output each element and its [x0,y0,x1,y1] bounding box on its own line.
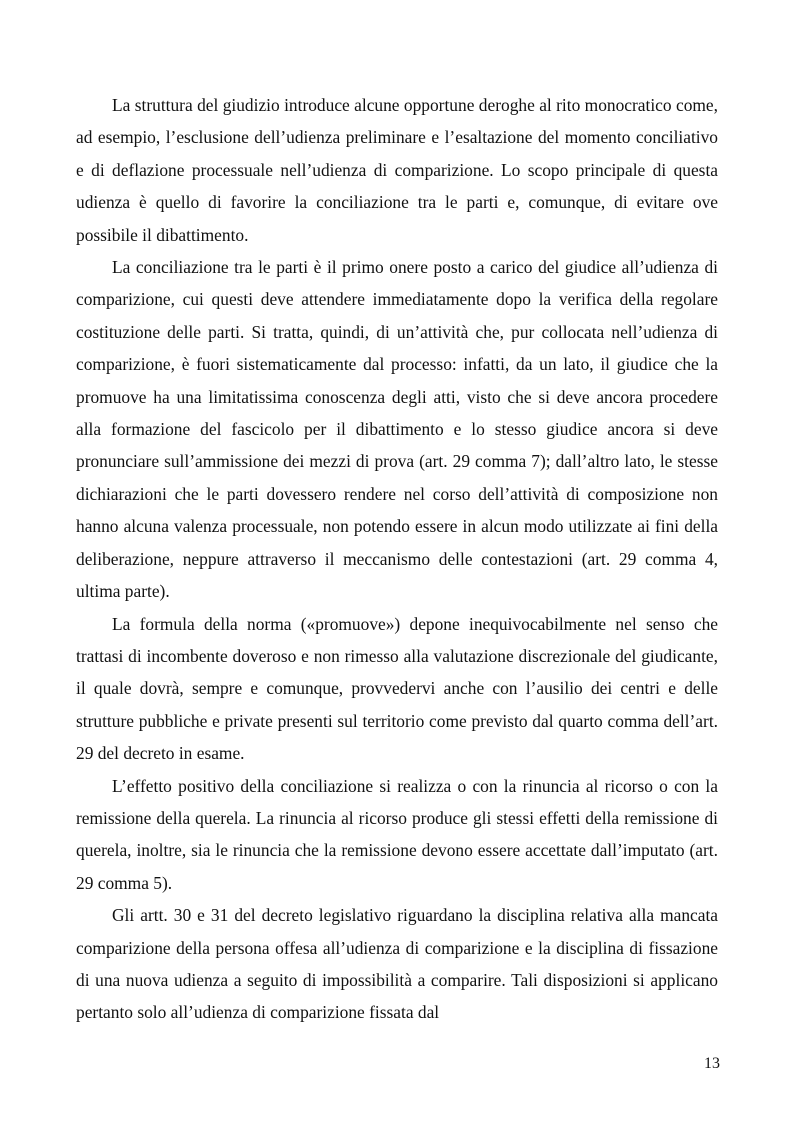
document-body [76,89,718,1029]
paragraph-3: La formula della norma («promuove») depone inequivocabilmente nel senso che trattasi di incombente doveroso e non rimesso alla valutazione discrezionale del giudicante, il quale dovrà, sempre e comunque, provvedervi anche con l’ausilio dei centri e delle strutture pubbliche e private presenti sul territorio come previsto dal quarto comma dell’art. 29 del decreto in esame. [76,613,718,764]
page-number: 13 [704,1055,720,1072]
paragraph-4: L’effetto positivo della conciliazione si realizza o con la rinuncia al ricorso o con la remissione della querela. La rinuncia al ricorso produce gli stessi effetti della remissione di querela, inoltre, sia le rinuncia che la remissione devono essere accettate dall’imputato (art. 29 comma 5). [76,775,718,893]
paragraph-5: Gli artt. 30 e 31 del decreto legislativo riguardano la disciplina relativa alla mancata comparizione della persona offesa all’udienza di comparizione e la disciplina di fissazione di una nuova udienza a seguito di impossibilità a comparire. Tali disposizioni si applicano pertanto solo all’udienza di comparizione fissata dal [76,905,718,1023]
paragraph-2: La conciliazione tra le parti è il primo onere posto a carico del giudice all’udienza di comparizione, cui questi deve attendere immediatamente dopo la verifica della regolare costituzione delle parti. Si tratta, quindi, di un’attività che, pur collocata nell’udienza di comparizione, è fuori sistematicamente dal processo: infatti, da un lato, il giudice che la promuove ha una limitatissima conoscenza degli atti, visto che si deve ancora procedere alla formazione del fascicolo per il dibattimento e lo stesso giudice ancora si deve pronunciare sull’ammissione dei mezzi di prova (art. 29 comma 7); dall’altro lato, le stesse dichiarazioni che le parti dovessero rendere nel corso dell’attività di composizione non hanno alcuna valenza processuale, non potendo essere in alcun modo utilizzate ai fini della deliberazione, neppure attraverso il meccanismo delle contestazioni (art. 29 comma 4, ultima parte). [76,257,718,602]
paragraph-1: La struttura del giudizio introduce alcune opportune deroghe al rito monocratico come, ad esempio, l’esclusione dell’udienza preliminare e l’esaltazione del momento conciliativo e di deflazione processuale nell’udienza di comparizione. Lo scopo principale di questa udienza è quello di favorire la conciliazione tra le parti e, comunque, di evitare ove possibile il dibattimento. [76,95,718,245]
